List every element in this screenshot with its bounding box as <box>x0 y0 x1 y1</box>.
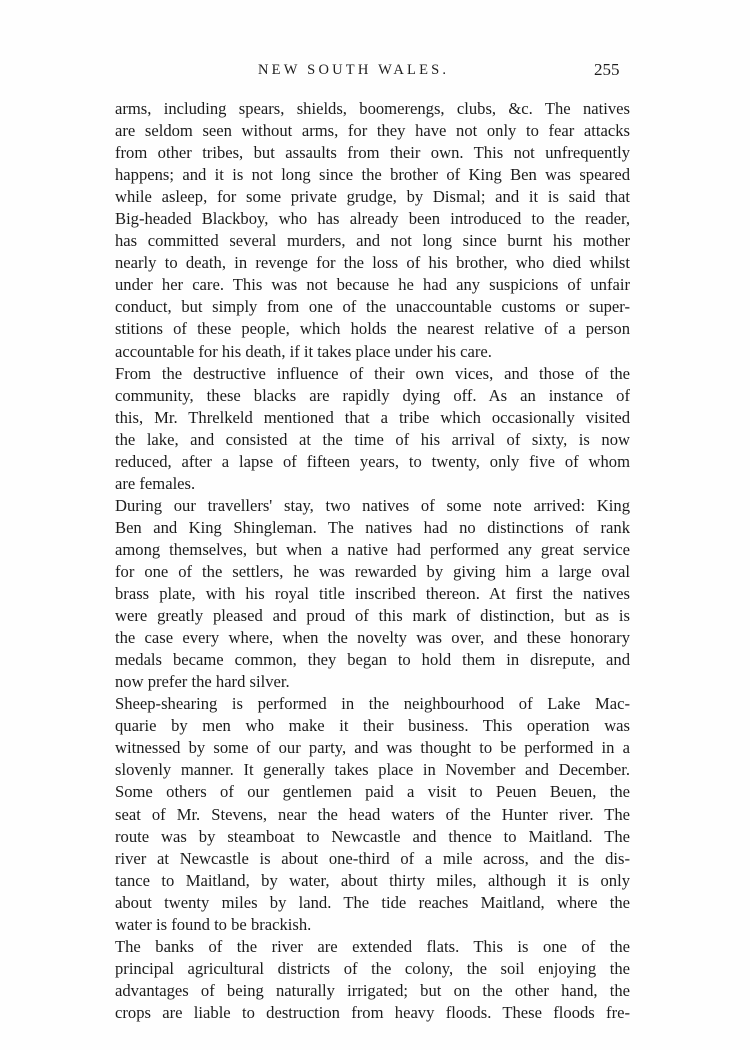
text-line: Some others of our gentlemen paid a visit to Peuen Beuen, the <box>115 782 630 802</box>
text-line: from other tribes, but assaults from their own. This not unfrequently <box>115 143 630 163</box>
running-head: NEW SOUTH WALES. <box>258 62 450 78</box>
text-line: arms, including spears, shields, boomerengs, clubs, &c. The natives <box>115 99 630 118</box>
text-line: under her care. This was not because he had any suspicions of unfair <box>115 275 630 295</box>
text-line: among themselves, but when a native had performed any great service <box>115 539 630 559</box>
text-line: nearly to death, in revenge for the loss of his brother, who died whilst <box>115 253 630 273</box>
text-line: Big-headed Blackboy, who has already been introduced to the reader, <box>115 209 630 229</box>
text-line: The banks of the river are extended flats. This is one of the <box>115 936 630 956</box>
text-line: now prefer the hard silver. <box>115 672 290 692</box>
text-line: Ben and King Shingleman. The natives had no distinctions of rank <box>115 517 630 537</box>
page-number: 255 <box>594 60 620 79</box>
text-line: water is found to be brackish. <box>115 914 312 934</box>
text-line: stitions of these people, which holds the nearest relative of a person <box>115 319 630 339</box>
text-line: happens; and it is not long since the brother of King Ben was speared <box>115 165 630 185</box>
text-line: crops are liable to destruction from heavy floods. These floods fre- <box>115 1002 630 1022</box>
text-line: river at Newcastle is about one-third of a mile across, and the dis- <box>115 848 630 868</box>
text-line: are seldom seen without arms, for they have not only to fear attacks <box>115 121 630 141</box>
text-line: tance to Maitland, by water, about thirty miles, although it is only <box>115 870 630 890</box>
text-line: are females. <box>115 473 196 493</box>
text-line: reduced, after a lapse of fifteen years, to twenty, only five of whom <box>115 451 630 471</box>
text-line: brass plate, with his royal title inscribed thereon. At first the natives <box>115 584 630 604</box>
text-line: accountable for his death, if it takes place under his care. <box>115 341 492 361</box>
text-line: for one of the settlers, he was rewarded by giving him a large oval <box>115 561 630 581</box>
text-line: about twenty miles by land. The tide reaches Maitland, where the <box>115 892 630 912</box>
text-line: conduct, but simply from one of the unaccountable customs or super- <box>115 297 630 317</box>
text-line: medals became common, they began to hold them in disrepute, and <box>115 650 630 670</box>
text-line: has committed several murders, and not long since burnt his mother <box>115 231 630 251</box>
text-line: Sheep-shearing is performed in the neighbourhood of Lake Mac- <box>115 694 630 714</box>
text-line: this, Mr. Threlkeld mentioned that a tribe which occasionally visited <box>115 407 630 427</box>
text-line: During our travellers' stay, two natives of some note arrived: King <box>115 495 630 515</box>
text-line: seat of Mr. Stevens, near the head waters of the Hunter river. The <box>115 804 630 824</box>
text-line: route was by steamboat to Newcastle and thence to Maitland. The <box>115 826 630 846</box>
text-line: were greatly pleased and proud of this mark of distinction, but as is <box>115 606 630 626</box>
text-line: community, these blacks are rapidly dying off. As an instance of <box>115 385 630 405</box>
text-line: while asleep, for some private grudge, by Dismal; and it is said that <box>115 187 630 207</box>
text-line: principal agricultural districts of the colony, the soil enjoying the <box>115 958 630 978</box>
text-line: From the destructive influence of their own vices, and those of the <box>115 363 630 383</box>
text-line: quarie by men who make it their business. This operation was <box>115 716 630 736</box>
body-text <box>115 98 630 1024</box>
text-line: witnessed by some of our party, and was thought to be performed in a <box>115 738 630 758</box>
text-line: the case every where, when the novelty was over, and these honorary <box>115 628 630 648</box>
text-line: slovenly manner. It generally takes place in November and December. <box>115 760 630 780</box>
text-line: the lake, and consisted at the time of his arrival of sixty, is now <box>115 429 630 449</box>
text-line: advantages of being naturally irrigated; but on the other hand, the <box>115 980 630 1000</box>
